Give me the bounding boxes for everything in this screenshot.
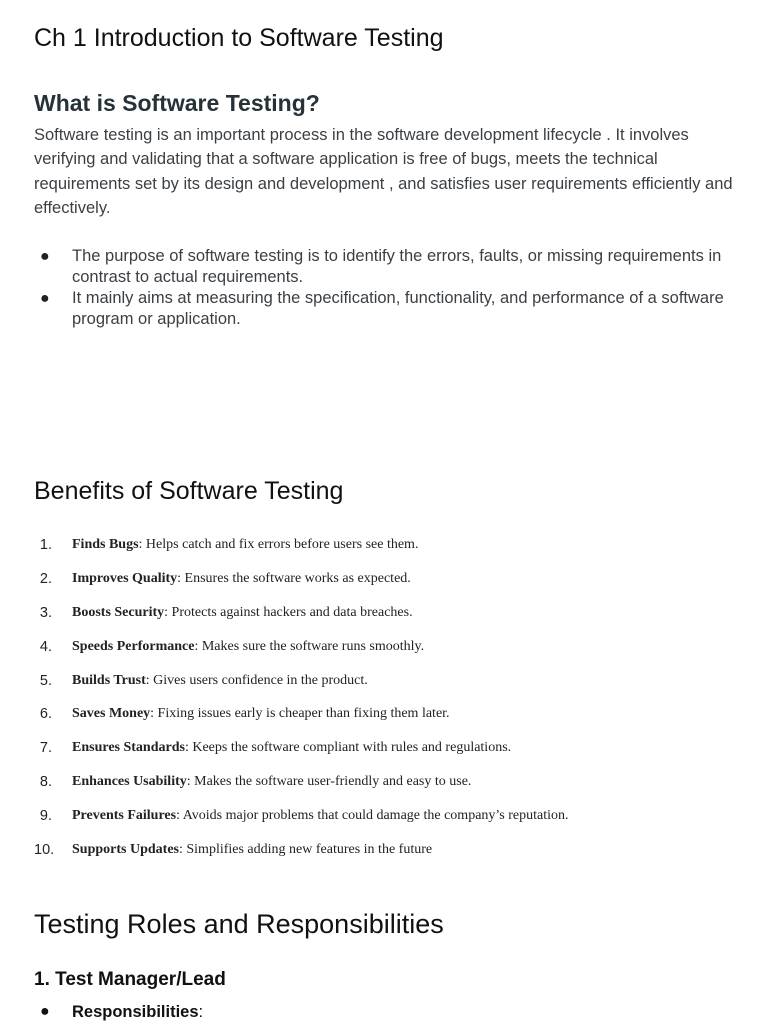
benefit-number: 1. (39, 537, 52, 553)
responsibilities-label: Responsibilities (72, 1003, 199, 1021)
responsibilities-colon: : (198, 1003, 204, 1021)
benefit-description: : Gives users confidence in the product. (145, 672, 368, 688)
benefit-item (34, 670, 739, 704)
benefit-item (34, 737, 739, 771)
benefit-item (34, 703, 739, 737)
benefit-description: : Keeps the software compliant with rules and regulations. (184, 740, 512, 756)
benefit-item (34, 636, 739, 670)
benefit-term: Builds Trust (72, 672, 146, 688)
benefit-description: : Makes sure the software runs smoothly. (194, 638, 425, 654)
benefit-item (34, 771, 739, 805)
benefit-item (34, 534, 739, 568)
benefit-number: 7. (39, 740, 52, 757)
bullet-text: The purpose of software testing is to identify the errors, faults, or missing requirements in contrast to actual requirements. (72, 247, 722, 286)
benefit-item (34, 839, 739, 873)
benefit-description: : Ensures the software works as expected. (177, 570, 411, 586)
benefit-number: 5. (39, 672, 52, 689)
intro-paragraph: Software testing is an important process in the software development lifecycle . It involves verifying and validating that a software application is free of bugs, meets the technical requirements set by its design and development , and satisfies user requirements efficiently and effectively. (34, 126, 733, 217)
benefit-number: 8. (39, 774, 52, 791)
bullet-text: It mainly aims at measuring the specification, functionality, and performance of a software program or application. (72, 289, 724, 328)
benefit-term: Improves Quality (72, 570, 178, 586)
benefit-item (34, 805, 739, 839)
bullet-icon: ● (40, 1003, 50, 1020)
benefits-numbered-list (34, 534, 739, 873)
section-heading-what-is-testing: What is Software Testing? (34, 90, 320, 116)
subheading-test-manager: 1. Test Manager/Lead (34, 969, 226, 990)
benefit-term: Ensures Standards (72, 740, 185, 756)
benefit-term: Enhances Usability (72, 774, 187, 790)
benefit-description: : Protects against hackers and data breaches. (164, 604, 413, 620)
benefit-term: Supports Updates (72, 842, 179, 858)
responsibilities-bullet (34, 1003, 739, 1022)
benefit-term: Prevents Failures (72, 808, 177, 824)
benefit-number: 4. (39, 638, 52, 655)
benefit-item (34, 568, 739, 602)
benefit-description: : Helps catch and fix errors before users see them. (138, 537, 419, 552)
benefit-item (34, 602, 739, 636)
section-heading-roles: Testing Roles and Responsibilities (34, 909, 444, 939)
benefit-number: 9. (39, 808, 52, 825)
benefit-description: : Avoids major problems that could damage the company’s reputation. (176, 808, 569, 824)
list-item (34, 246, 739, 288)
section-heading-benefits: Benefits of Software Testing (34, 477, 344, 505)
benefit-number: 10. (34, 842, 55, 859)
benefit-number: 6. (39, 706, 52, 723)
benefit-description: : Makes the software user-friendly and easy to use. (186, 774, 472, 790)
benefit-number: 2. (39, 570, 52, 587)
document-title: Ch 1 Introduction to Software Testing (34, 24, 444, 52)
benefit-term: Finds Bugs (72, 537, 139, 552)
benefit-description: : Simplifies adding new features in the future (178, 842, 433, 858)
benefit-term: Speeds Performance (72, 638, 195, 654)
purpose-bullet-list (34, 246, 739, 330)
list-item (34, 288, 739, 330)
benefit-description: : Fixing issues early is cheaper than fixing them later. (150, 706, 450, 722)
bullet-icon: ● (40, 290, 50, 307)
benefit-term: Boosts Security (72, 604, 165, 620)
bullet-icon: ● (40, 248, 50, 265)
benefit-number: 3. (39, 604, 52, 621)
benefit-term: Saves Money (72, 706, 151, 722)
